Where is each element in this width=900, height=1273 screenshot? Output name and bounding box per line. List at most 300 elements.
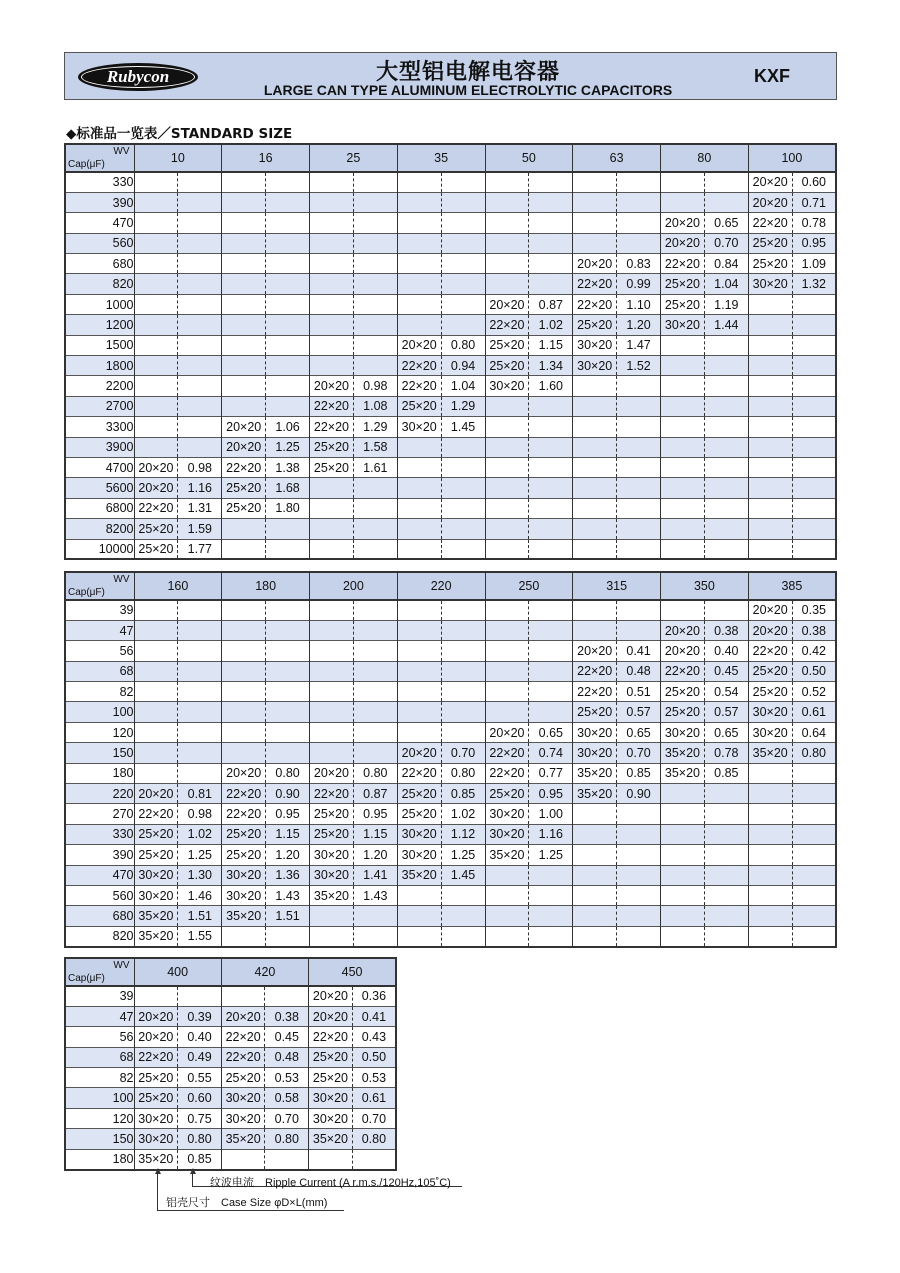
case-size-cell (221, 986, 265, 1006)
case-size-cell (134, 743, 178, 763)
ripple-current-cell: 0.85 (617, 763, 661, 783)
ripple-current-cell (704, 845, 748, 865)
ripple-current-cell (353, 539, 397, 559)
case-size-cell (661, 376, 705, 396)
ripple-current-cell: 1.59 (178, 519, 222, 539)
case-size-cell (222, 356, 266, 376)
ripple-current-cell: 0.60 (178, 1088, 222, 1108)
table-row (65, 926, 836, 946)
case-size-cell (573, 376, 617, 396)
case-size-cell (134, 233, 178, 253)
case-size-cell (134, 641, 178, 661)
capacitance-value: 180 (112, 1152, 134, 1167)
case-size-cell (310, 233, 354, 253)
case-size-cell: 22×20 (309, 1027, 353, 1047)
table-row (65, 1047, 396, 1067)
table-row (65, 213, 836, 233)
ripple-current-cell (704, 376, 748, 396)
case-size-cell (748, 315, 792, 335)
case-size-cell: 22×20 (134, 1047, 178, 1067)
case-size-cell: 20×20 (309, 986, 353, 1006)
case-size-cell: 30×20 (485, 376, 529, 396)
cap-label: Cap(μF) (68, 587, 105, 598)
table-row (65, 620, 836, 640)
case-size-cell: 25×20 (222, 845, 266, 865)
ripple-current-cell (529, 192, 573, 212)
ripple-current-cell (529, 885, 573, 905)
table-row (65, 845, 836, 865)
case-size-cell: 22×20 (485, 315, 529, 335)
ripple-current-cell: 1.02 (529, 315, 573, 335)
case-size-cell (397, 661, 441, 681)
ripple-current-cell (441, 294, 485, 314)
ripple-current-cell (792, 763, 836, 783)
table-row (65, 1068, 396, 1088)
case-size-cell: 20×20 (573, 254, 617, 274)
case-size-cell: 22×20 (748, 213, 792, 233)
case-size-cell: 20×20 (661, 620, 705, 640)
voltage-header: 35 (397, 144, 485, 172)
case-size-cell: 22×20 (310, 417, 354, 437)
case-size-cell (661, 192, 705, 212)
ripple-current-cell (704, 396, 748, 416)
case-size-cell: 35×20 (309, 1129, 353, 1149)
case-size-cell (222, 274, 266, 294)
case-size-cell: 30×20 (310, 865, 354, 885)
case-size-cell (134, 254, 178, 274)
case-size-cell (310, 478, 354, 498)
case-size-cell (573, 804, 617, 824)
ripple-current-cell (529, 213, 573, 233)
case-size-cell: 20×20 (222, 437, 266, 457)
voltage-header: 220 (397, 572, 485, 600)
case-size-cell: 20×20 (485, 722, 529, 742)
case-size-cell: 25×20 (661, 682, 705, 702)
ripple-current-cell (529, 926, 573, 946)
rubycon-logo: Rubycon (78, 63, 198, 91)
table-row (65, 986, 396, 1006)
case-size-cell: 20×20 (134, 1027, 178, 1047)
ripple-current-cell: 0.70 (352, 1108, 396, 1128)
case-size-cell (310, 356, 354, 376)
ripple-current-cell (617, 233, 661, 253)
case-size-cell: 25×20 (748, 233, 792, 253)
ripple-current-cell (617, 824, 661, 844)
case-size-cell (748, 885, 792, 905)
case-size-cell (397, 539, 441, 559)
case-size-cell: 22×20 (485, 763, 529, 783)
case-size-cell: 22×20 (222, 784, 266, 804)
ripple-current-cell: 1.34 (529, 356, 573, 376)
ripple-current-cell (704, 498, 748, 518)
case-size-cell (485, 172, 529, 192)
ripple-current-cell (266, 641, 310, 661)
ripple-current-cell (178, 600, 222, 620)
case-size-cell (397, 885, 441, 905)
page-title-en: LARGE CAN TYPE ALUMINUM ELECTROLYTIC CAPACITORS (263, 82, 673, 98)
case-size-cell (134, 986, 178, 1006)
series-code: KXF (754, 66, 790, 86)
ripple-current-cell: 1.20 (617, 315, 661, 335)
ripple-current-cell: 0.87 (529, 294, 573, 314)
ripple-current-cell (441, 620, 485, 640)
ripple-current-cell (178, 641, 222, 661)
ripple-current-cell (529, 478, 573, 498)
ripple-current-cell (178, 722, 222, 742)
ripple-current-cell (617, 172, 661, 192)
ripple-current-cell (353, 254, 397, 274)
ripple-current-cell (178, 294, 222, 314)
table-row (65, 539, 836, 559)
case-size-cell (661, 172, 705, 192)
case-size-cell (748, 926, 792, 946)
table-row (65, 376, 836, 396)
ripple-current-cell (792, 478, 836, 498)
case-size-cell (222, 376, 266, 396)
ripple-current-cell: 0.84 (704, 254, 748, 274)
header-corner (65, 572, 134, 600)
ripple-current-cell (792, 906, 836, 926)
ripple-current-cell: 0.70 (617, 743, 661, 763)
ripple-current-cell (704, 356, 748, 376)
ripple-current-cell (178, 356, 222, 376)
table-row (65, 743, 836, 763)
ripple-current-cell (617, 926, 661, 946)
voltage-header: 315 (573, 572, 661, 600)
ripple-current-cell: 1.30 (178, 865, 222, 885)
wv-label: WV (113, 574, 130, 585)
ripple-current-cell (704, 478, 748, 498)
case-size-cell (573, 906, 617, 926)
case-size-cell: 30×20 (661, 315, 705, 335)
case-size-cell: 25×20 (573, 702, 617, 722)
ripple-current-cell (266, 539, 310, 559)
table-row (65, 192, 836, 212)
case-size-cell (134, 722, 178, 742)
ripple-current-cell (792, 437, 836, 457)
ripple-current-cell: 0.58 (265, 1088, 309, 1108)
case-size-cell (222, 519, 266, 539)
ripple-current-cell (792, 824, 836, 844)
header-banner (64, 52, 837, 100)
table-row (65, 682, 836, 702)
ripple-current-cell (178, 192, 222, 212)
case-size-cell (397, 620, 441, 640)
ripple-current-cell (617, 539, 661, 559)
capacitance-value: 5600 (105, 481, 134, 496)
capacitance-value: 390 (112, 195, 134, 210)
ripple-current-cell (792, 335, 836, 355)
table-row (65, 172, 836, 192)
ripple-current-cell (266, 519, 310, 539)
case-size-cell (397, 682, 441, 702)
ripple-current-cell (266, 315, 310, 335)
case-size-cell (485, 437, 529, 457)
ripple-current-cell: 1.58 (353, 437, 397, 457)
case-size-cell (310, 539, 354, 559)
ripple-current-cell: 0.40 (178, 1027, 222, 1047)
case-size-cell (573, 845, 617, 865)
case-size-cell (661, 498, 705, 518)
ripple-current-cell (529, 254, 573, 274)
capacitance-value: 47 (119, 623, 134, 638)
ripple-current-cell (792, 865, 836, 885)
ripple-current-cell (792, 294, 836, 314)
ripple-current-cell: 0.95 (266, 804, 310, 824)
case-size-cell: 22×20 (134, 498, 178, 518)
case-size-cell: 25×20 (748, 254, 792, 274)
ripple-current-note: 纹波电流 Ripple Current (A r.m.s./120Hz,105˚C) (210, 1177, 451, 1189)
case-size-cell (661, 457, 705, 477)
case-size-cell (134, 335, 178, 355)
case-size-cell (134, 620, 178, 640)
ripple-current-cell (617, 396, 661, 416)
ripple-current-cell: 0.70 (265, 1108, 309, 1128)
ripple-current-cell (704, 784, 748, 804)
capacitance-value: 680 (112, 256, 134, 271)
case-size-cell (397, 192, 441, 212)
case-size-cell (748, 519, 792, 539)
case-size-cell: 30×20 (309, 1108, 353, 1128)
case-size-cell: 35×20 (661, 743, 705, 763)
ripple-current-cell (792, 396, 836, 416)
case-size-cell (134, 417, 178, 437)
capacitance-value: 470 (112, 215, 134, 230)
ripple-current-cell: 0.71 (792, 192, 836, 212)
case-size-cell: 35×20 (134, 1149, 178, 1169)
case-size-cell: 30×20 (397, 824, 441, 844)
ripple-current-cell (441, 233, 485, 253)
case-size-cell: 30×20 (485, 824, 529, 844)
case-size-cell (748, 804, 792, 824)
ripple-current-cell: 1.19 (704, 294, 748, 314)
case-size-cell: 25×20 (134, 1088, 178, 1108)
table-row (65, 1149, 396, 1169)
case-size-cell: 25×20 (134, 824, 178, 844)
standard-size-table-low-voltage (64, 143, 837, 560)
case-size-cell: 20×20 (134, 457, 178, 477)
ripple-current-cell (178, 315, 222, 335)
case-size-cell: 20×20 (222, 763, 266, 783)
ripple-current-cell (353, 682, 397, 702)
case-size-cell (573, 824, 617, 844)
case-size-cell: 25×20 (309, 1068, 353, 1088)
case-size-cell (485, 661, 529, 681)
ripple-current-cell (441, 885, 485, 905)
case-size-cell (397, 498, 441, 518)
case-size-cell (134, 294, 178, 314)
case-size-cell (661, 519, 705, 539)
case-size-cell (222, 254, 266, 274)
case-size-cell: 22×20 (485, 743, 529, 763)
ripple-current-cell (441, 478, 485, 498)
case-size-cell (222, 641, 266, 661)
ripple-current-cell: 1.29 (353, 417, 397, 437)
case-size-cell (748, 294, 792, 314)
ripple-current-cell: 1.20 (266, 845, 310, 865)
case-size-cell: 25×20 (309, 1047, 353, 1067)
case-size-cell: 22×20 (397, 356, 441, 376)
case-size-cell: 20×20 (748, 620, 792, 640)
ripple-current-cell (353, 906, 397, 926)
case-size-cell (310, 926, 354, 946)
ripple-current-cell (529, 906, 573, 926)
case-size-cell (485, 213, 529, 233)
ripple-current-cell: 0.83 (617, 254, 661, 274)
case-size-cell (310, 641, 354, 661)
case-size-cell (222, 213, 266, 233)
case-size-cell (310, 682, 354, 702)
ripple-current-cell: 0.80 (792, 743, 836, 763)
case-size-cell: 20×20 (485, 294, 529, 314)
ripple-current-cell (704, 804, 748, 824)
table-row (65, 335, 836, 355)
case-size-cell: 22×20 (134, 804, 178, 824)
case-size-cell (485, 641, 529, 661)
case-size-cell (748, 906, 792, 926)
ripple-current-cell (178, 254, 222, 274)
case-size-cell (573, 213, 617, 233)
case-size-note: 铝壳尺寸 Case Size φD×L(mm) (166, 1197, 328, 1209)
table-row (65, 294, 836, 314)
case-size-cell (573, 519, 617, 539)
case-size-cell (397, 294, 441, 314)
ripple-current-cell (353, 213, 397, 233)
case-size-cell: 35×20 (748, 743, 792, 763)
ripple-current-cell (178, 376, 222, 396)
case-size-cell: 35×20 (485, 845, 529, 865)
ripple-current-cell: 1.25 (529, 845, 573, 865)
ripple-current-cell (617, 417, 661, 437)
ripple-current-cell (266, 254, 310, 274)
ripple-current-cell (266, 376, 310, 396)
ripple-current-cell (178, 172, 222, 192)
case-size-cell: 30×20 (748, 722, 792, 742)
case-size-cell: 20×20 (134, 1006, 178, 1026)
case-size-cell: 25×20 (573, 315, 617, 335)
case-size-cell: 25×20 (397, 804, 441, 824)
ripple-current-cell (353, 519, 397, 539)
ripple-current-cell: 0.80 (265, 1129, 309, 1149)
case-size-cell (748, 824, 792, 844)
ripple-current-cell (792, 804, 836, 824)
case-size-cell (309, 1149, 353, 1169)
case-size-cell (485, 885, 529, 905)
case-size-cell: 22×20 (661, 661, 705, 681)
capacitance-value: 100 (112, 705, 134, 720)
ripple-current-cell (529, 682, 573, 702)
case-size-cell (485, 702, 529, 722)
case-size-cell (221, 1149, 265, 1169)
table-row (65, 1129, 396, 1149)
case-size-cell: 20×20 (661, 233, 705, 253)
ripple-current-cell: 0.60 (792, 172, 836, 192)
ripple-current-cell: 0.85 (178, 1149, 222, 1169)
case-size-cell (397, 519, 441, 539)
case-size-cell (222, 396, 266, 416)
case-size-cell (397, 437, 441, 457)
ripple-current-cell (617, 600, 661, 620)
ripple-current-cell (617, 865, 661, 885)
case-size-cell: 22×20 (221, 1047, 265, 1067)
case-size-cell: 25×20 (134, 845, 178, 865)
ripple-current-cell: 0.51 (617, 682, 661, 702)
ripple-current-cell (178, 417, 222, 437)
capacitance-value: 150 (112, 745, 134, 760)
case-size-cell (310, 620, 354, 640)
ripple-current-cell: 0.98 (353, 376, 397, 396)
ripple-current-cell: 1.46 (178, 885, 222, 905)
table-row (65, 417, 836, 437)
case-size-cell: 25×20 (222, 478, 266, 498)
ripple-current-cell (529, 233, 573, 253)
ripple-current-cell (792, 457, 836, 477)
case-size-cell: 25×20 (134, 519, 178, 539)
case-size-cell (748, 437, 792, 457)
ripple-current-cell (178, 335, 222, 355)
ripple-current-cell: 1.61 (353, 457, 397, 477)
ripple-current-cell: 0.80 (353, 763, 397, 783)
case-size-cell (748, 356, 792, 376)
ripple-current-cell (178, 986, 222, 1006)
case-size-cell: 22×20 (221, 1027, 265, 1047)
wv-label: WV (113, 146, 130, 157)
ripple-current-cell: 1.25 (178, 845, 222, 865)
ripple-current-cell: 0.64 (792, 722, 836, 742)
case-size-cell (310, 498, 354, 518)
case-size-cell (661, 539, 705, 559)
ripple-current-cell: 0.48 (617, 661, 661, 681)
case-size-cell (748, 396, 792, 416)
ripple-current-cell: 0.54 (704, 682, 748, 702)
ripple-current-cell: 0.80 (441, 763, 485, 783)
ripple-current-cell: 0.61 (792, 702, 836, 722)
header-corner (65, 144, 134, 172)
ripple-current-cell (266, 620, 310, 640)
ripple-current-cell (266, 926, 310, 946)
ripple-current-cell (178, 213, 222, 233)
ripple-current-cell (529, 172, 573, 192)
case-size-cell: 22×20 (573, 661, 617, 681)
case-size-cell: 20×20 (222, 417, 266, 437)
ripple-current-cell: 1.36 (266, 865, 310, 885)
ripple-current-cell (529, 396, 573, 416)
case-size-cell: 20×20 (134, 784, 178, 804)
case-size-cell (310, 661, 354, 681)
ripple-current-cell (529, 417, 573, 437)
case-size-cell (573, 437, 617, 457)
case-size-cell (661, 845, 705, 865)
case-size-cell (310, 600, 354, 620)
ripple-current-cell (704, 457, 748, 477)
capacitance-value: 330 (112, 175, 134, 190)
ripple-current-cell: 0.80 (266, 763, 310, 783)
case-size-cell: 20×20 (397, 335, 441, 355)
ripple-current-cell (353, 478, 397, 498)
case-size-cell (485, 274, 529, 294)
capacitance-value: 390 (112, 847, 134, 862)
case-size-cell (748, 417, 792, 437)
ripple-current-cell (265, 986, 309, 1006)
case-size-cell (397, 213, 441, 233)
ripple-current-cell (792, 539, 836, 559)
ripple-current-cell: 1.02 (441, 804, 485, 824)
ripple-current-cell (266, 335, 310, 355)
capacitance-value: 56 (119, 1029, 134, 1044)
ripple-current-cell: 0.78 (792, 213, 836, 233)
table-row (65, 437, 836, 457)
case-size-cell (485, 865, 529, 885)
